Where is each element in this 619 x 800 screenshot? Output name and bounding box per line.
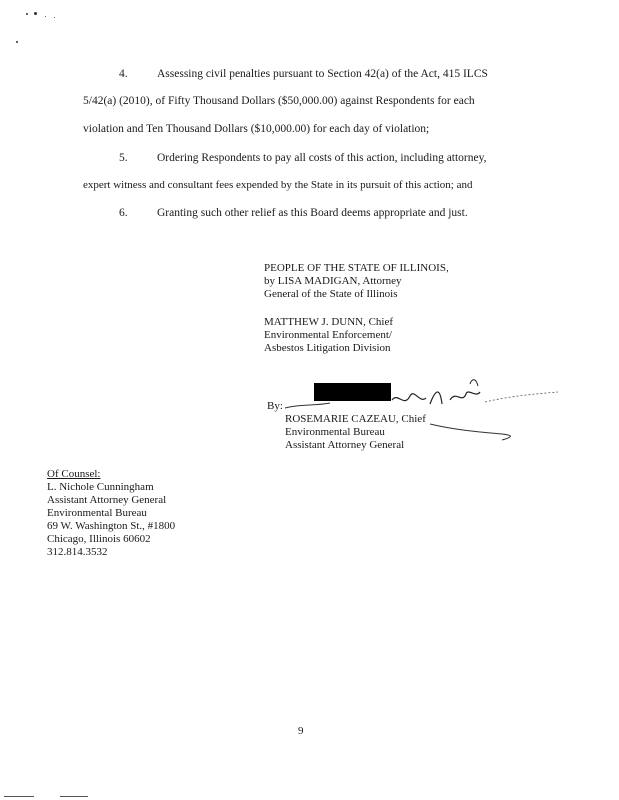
counsel-line: 312.814.3532 bbox=[47, 546, 108, 558]
item-5-line-1: 5. Ordering Respondents to pay all costs of this action, including attorney, bbox=[119, 152, 487, 164]
item-5-line-2: expert witness and consultant fees expended by the State in its pursuit of this action; and bbox=[83, 179, 473, 191]
scan-speck bbox=[45, 16, 46, 17]
party-block bbox=[264, 262, 449, 301]
by-label: By: bbox=[267, 400, 283, 412]
counsel-line: L. Nichole Cunningham bbox=[47, 481, 154, 493]
item-number: 5. bbox=[119, 152, 128, 164]
party-line: General of the State of Illinois bbox=[264, 288, 398, 300]
signatory-line: Environmental Bureau bbox=[285, 426, 385, 438]
of-counsel-block bbox=[47, 468, 175, 559]
party-line: by LISA MADIGAN, Attorney bbox=[264, 275, 402, 287]
scan-edge-mark bbox=[4, 796, 34, 797]
chief-line: Environmental Enforcement/ bbox=[264, 329, 392, 341]
scan-speck bbox=[54, 17, 55, 18]
signatory-line: ROSEMARIE CAZEAU, Chief bbox=[285, 413, 426, 425]
of-counsel-title: Of Counsel: bbox=[47, 468, 101, 480]
counsel-line: Environmental Bureau bbox=[47, 507, 147, 519]
scan-speck bbox=[16, 41, 18, 43]
signatory-line: Assistant Attorney General bbox=[285, 439, 405, 451]
signatory-block bbox=[285, 413, 426, 452]
page-number: 9 bbox=[298, 725, 304, 737]
chief-line: Asbestos Litigation Division bbox=[264, 342, 391, 354]
party-line: PEOPLE OF THE STATE OF ILLINOIS, bbox=[264, 262, 449, 274]
scan-edge-mark bbox=[60, 796, 88, 797]
scan-speck bbox=[26, 13, 28, 15]
item-4-line-1: 4. Assessing civil penalties pursuant to Section 42(a) of the Act, 415 ILCS bbox=[119, 68, 488, 80]
item-number: 4. bbox=[119, 68, 128, 80]
counsel-line: Chicago, Illinois 60602 bbox=[47, 533, 151, 545]
item-4-line-2: 5/42(a) (2010), of Fifty Thousand Dollars ($50,000.00) against Respondents for each bbox=[83, 95, 475, 107]
item-number: 6. bbox=[119, 207, 128, 219]
chief-block bbox=[264, 316, 393, 355]
counsel-line: 69 W. Washington St., #1800 bbox=[47, 520, 176, 532]
item-4-line-3: violation and Ten Thousand Dollars ($10,000.00) for each day of violation; bbox=[83, 123, 430, 135]
chief-line: MATTHEW J. DUNN, Chief bbox=[264, 316, 394, 328]
item-6-line-1: 6. Granting such other relief as this Board deems appropriate and just. bbox=[119, 207, 468, 219]
counsel-line: Assistant Attorney General bbox=[47, 494, 167, 506]
scan-speck bbox=[34, 12, 37, 15]
